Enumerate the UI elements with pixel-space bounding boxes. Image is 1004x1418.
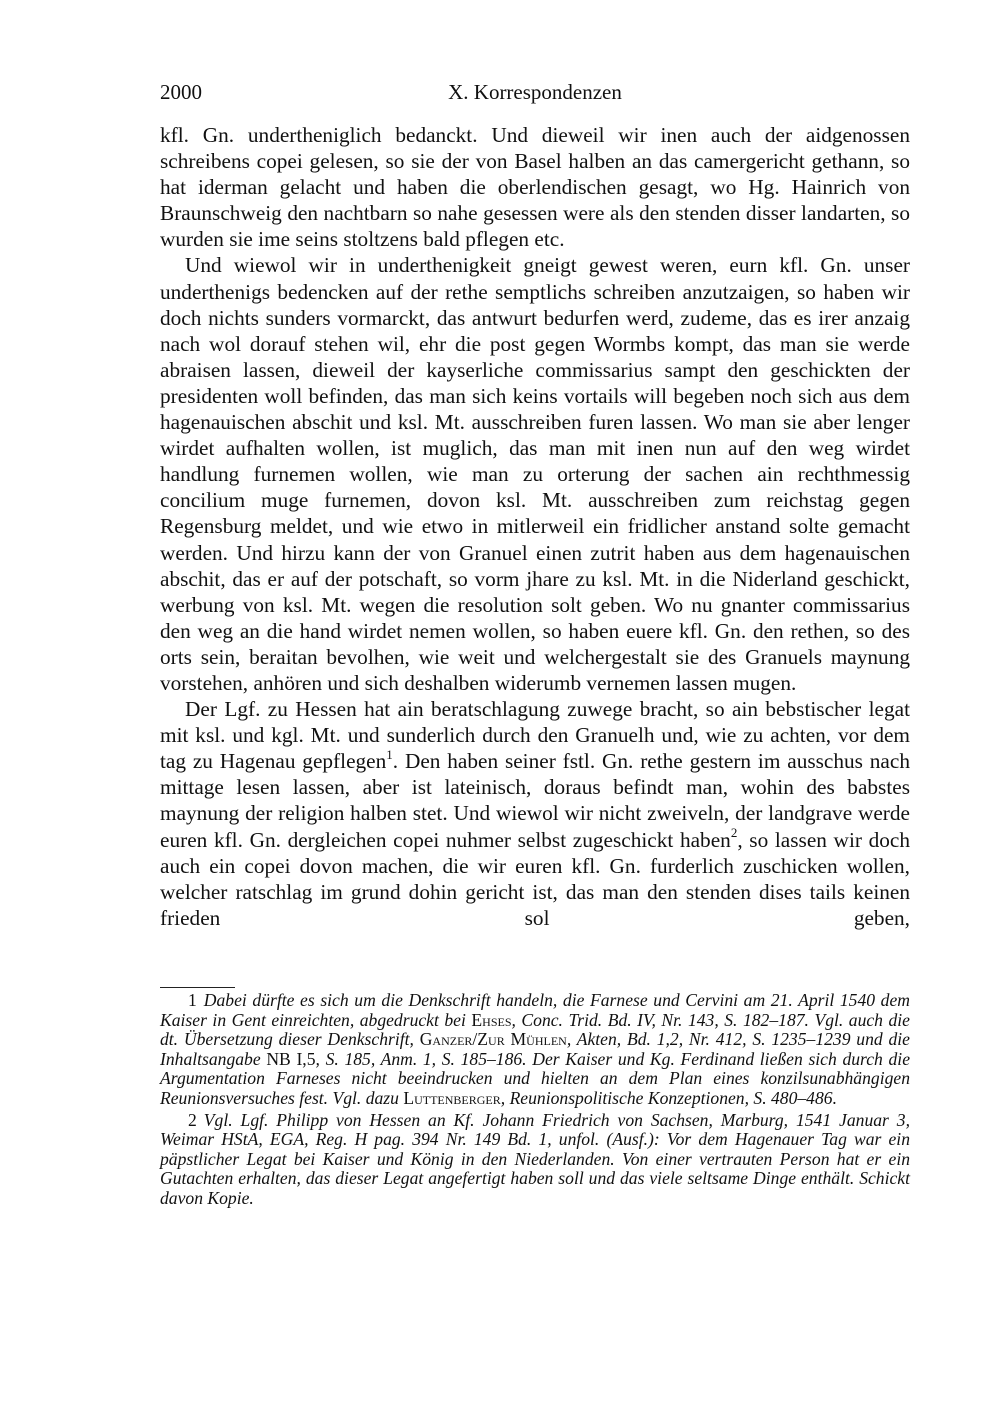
- footnote-2-number: 2: [188, 1109, 197, 1130]
- author-luttenberger: Luttenberger: [403, 1087, 501, 1108]
- footnote-separator: [160, 987, 235, 988]
- author-ehses: Ehses: [471, 1009, 512, 1030]
- footnote-1-text: , S. 185, Anm. 1, S. 185–186. Der Kaiser und Kg. Ferdinand ließen sich durch die Argumentation Farneses nicht beeindrucken und hielten an dem Plan eines konzilsunabhängigen Reunionsversuches fest. Vgl. dazu: [160, 1048, 910, 1108]
- footnotes: [160, 991, 910, 1209]
- paragraph-1: kfl. Gn. undertheniglich bedanckt. Und dieweil wir inen auch der aidgenossen schreibens copei gelesen, so sie der von Basel halben an das camergericht gethann, so hat iderman gelacht und haben die oberlendischen gesagt, wo Hg. Hainrich von Braunschweig den nachtbarn so nahe gesessen were als den stenden disser landarten, so wurden sie ime seins stoltzens bald pflegen etc.: [160, 123, 910, 252]
- paragraph-2: Und wiewol wir in underthenigkeit gneigt gewest weren, eurn kfl. Gn. unser underthenigs bedencken auf der rethe semptlichs schreiben anzutzaigen, so haben wir doch nichts sunders vormarckt, das antwurt bedurfen werd, zudeme, das es irer anzaig nach wol dorauf stehen wil, ehr die post gegen Wormbs kompt, das man sie werde abraisen lassen, dieweil der kayserliche commissarius sampt den geschickten der presidenten woll befinden, das man sich keins vortails will begeben noch sich aus dem hagenauischen abschit und ksl. Mt. ausschreiben furen lassen. Wo man sie aber lenger wirdet aufhalten wollen, ist muglich, das man mit inen nun auf den weg wirdet handlung furnemen wollen, wie man zu orterung der sachen ain rechthmessig concilium muge furnemen, dovon ksl. Mt. ausschreiben zum reichstag gegen Regensburg meldet, und wie etwo in mitlerweil ein fridlicher anstand solte gemacht werden. Und hirzu kann der von Granuel einen zutrit haben aus dem hagenauischen abschit, das er auf der potschaft, so vorm jhare zu ksl. Mt. in die Niderland geschickt, werbung von ksl. Mt. wegen die resolution solt geben. Wo nu gnanter commissarius den weg an die hand wirdet nemen wollen, so haben euere kfl. Gn. den rethen, so des orts sein, beraitan bevolhen, wie weit und welchergestalt sie des Granuels maynung vorstehen, anhören und sich deshalben widerumb vernemen lassen mugen.: [160, 253, 910, 695]
- footnote-2: [160, 1111, 910, 1209]
- footnote-1-text: , Reunionspolitische Konzeptionen, S. 480–486.: [500, 1087, 837, 1108]
- footnote-ref-1[interactable]: 1: [386, 747, 393, 763]
- page-header: [160, 80, 910, 108]
- footnote-1-text: Dabei dürfte es sich um die Denkschrift handeln, die Farnese und Cervini am 21. April 1540 dem Kaiser in Gent einreichten, abgedruckt bei: [160, 990, 910, 1030]
- running-head: X. Korrespondenzen: [448, 80, 622, 104]
- author-ganzer-zur-muehlen: Ganzer/Zur Mühlen: [419, 1029, 567, 1050]
- page-number: 2000: [160, 80, 202, 104]
- footnote-2-text: Vgl. Lgf. Philipp von Hessen an Kf. Johann Friedrich von Sachsen, Marburg, 1541 Januar 3, Weimar HStA, EGA, Reg. H pag. 394 Nr. 149 Bd. 1, unfol. (Ausf.): Vor dem Hagenauer Tag war ein päpstlicher Legat bei Kaiser und König in den Niederlanden. Von einer vertrauten Person hat er ein Gutachten erhalten, das dieser Legat angefertigt haben soll und das viele seltsame Dinge enthält. Schickt davon Kopie.: [160, 1109, 910, 1208]
- main-text: [160, 122, 910, 931]
- footnote-1-text: , Akten, Bd. 1,2, Nr. 412, S. 1235–1239 und die Inhaltsangabe: [160, 1029, 910, 1069]
- footnote-1: [160, 991, 910, 1109]
- paragraph-3-text-c: , so lassen wir doch auch ein copei dovon machen, die wir euren kfl. Gn. furderlich zuschicken wollen, welcher ratschlag im grund dohin gericht ist, das man den stenden dises tails keinen frieden sol geben,: [160, 827, 910, 930]
- paragraph-3-text-b: . Den haben seiner fstl. Gn. rethe gestern im ausschus nach mittage lesen lassen, aber ist lateinisch, doraus befindt man, wohin des babstes maynung der religion halben stet. Und wiewol wir nicht zweiveln, der landgrave werde euren kfl. Gn. dergleichen copei nuhmer selbst zugeschickt haben: [160, 749, 910, 852]
- paragraph-3: [160, 696, 910, 931]
- reference-nb: NB I,5: [266, 1048, 316, 1069]
- footnote-1-text: , Conc. Trid. Bd. IV, Nr. 143, S. 182–187. Vgl. auch die dt. Übersetzung dieser Denkschrift,: [160, 1009, 910, 1050]
- footnote-ref-2[interactable]: 2: [730, 825, 738, 841]
- footnote-1-number: 1: [188, 990, 197, 1010]
- paragraph-3-text-a: Der Lgf. zu Hessen hat ain beratschlagung zuwege bracht, so ain bebstischer legat mit ksl. und kgl. Mt. und sunderlich durch den Granuelh und, wie zu achten, vor dem tag zu Hagenau gepflegen: [160, 697, 910, 774]
